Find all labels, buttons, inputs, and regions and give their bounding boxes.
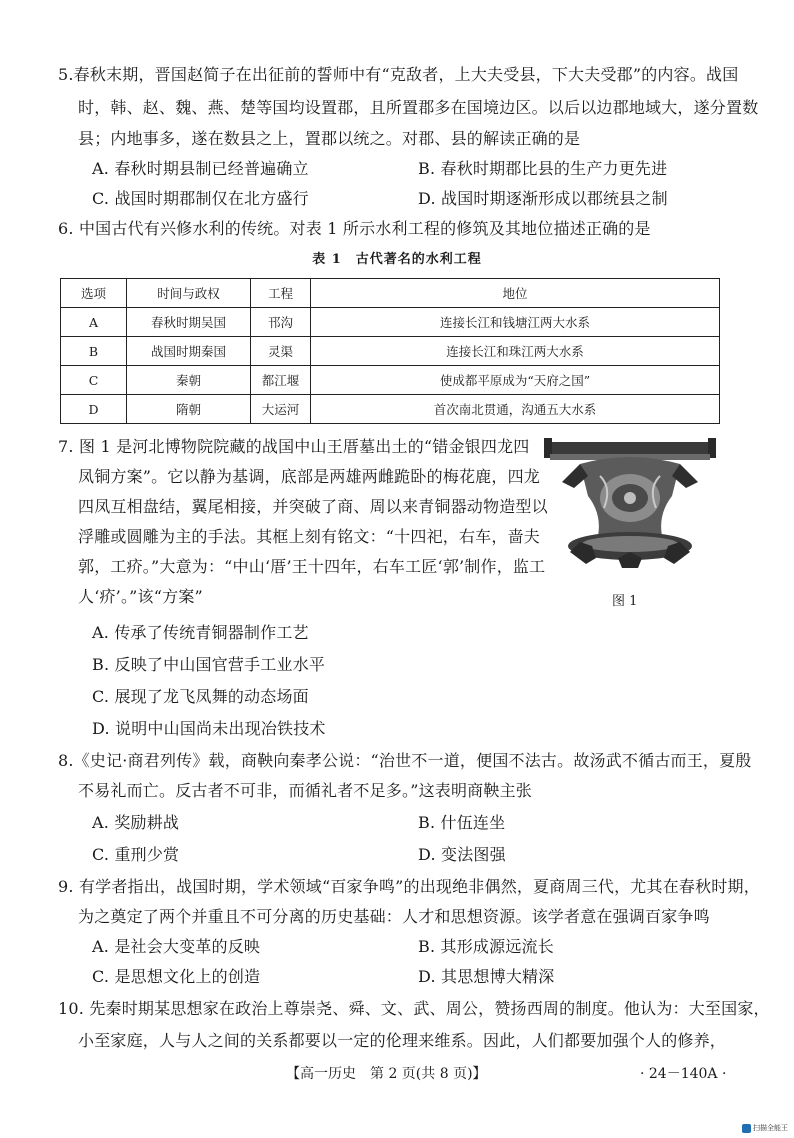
table-row — [61, 337, 720, 366]
table-cell: 隋朝 — [127, 395, 251, 424]
q7-option-c: C. 展现了龙飞凤舞的动态场面 — [92, 687, 309, 706]
q7-stem-line-6: 人‘疥’。”该“方案” — [78, 587, 203, 606]
q8-stem-line-2: 不易礼而亡。反古者不可非，而循礼者不足多。”这表明商鞅主张 — [78, 781, 532, 800]
scanner-logo-icon — [742, 1124, 751, 1133]
q7-option-d: D. 说明中山国尚未出现冶铁技术 — [92, 719, 326, 738]
table-base-top — [582, 536, 678, 552]
table-cell: A — [61, 308, 127, 337]
q5-option-a: A. 春秋时期县制已经普遍确立 — [92, 159, 309, 178]
table-header-cell: 工程 — [251, 279, 311, 308]
table-cell: 灵渠 — [251, 337, 311, 366]
table-cell: D — [61, 395, 127, 424]
q5-stem-line-3: 县；内地事多，遂在数县之上，置郡以统之。对郡、县的解读正确的是 — [78, 129, 581, 148]
table-cell: 首次南北贯通，沟通五大水系 — [311, 395, 720, 424]
q9-stem-line-1: 9. 有学者指出，战国时期，学术领域“百家争鸣”的出现绝非偶然，夏商周三代，尤其在春秋时期， — [58, 877, 760, 896]
scanner-watermark — [742, 1122, 790, 1134]
q9-option-d: D. 其思想博大精深 — [418, 967, 555, 986]
q9-option-b: B. 其形成源远流长 — [418, 937, 554, 956]
table-cell: 秦朝 — [127, 366, 251, 395]
page-footer-title: 【高一历史 第 2 页(共 8 页)】 — [286, 1066, 487, 1082]
table-header-cell: 地位 — [311, 279, 720, 308]
table-cell: 大运河 — [251, 395, 311, 424]
q5-option-d: D. 战国时期逐渐形成以郡统县之制 — [418, 189, 668, 208]
table-header-cell: 选项 — [61, 279, 127, 308]
table-caption: 表 1 古代著名的水利工程 — [312, 252, 482, 267]
q7-stem-line-3: 四凤互相盘结，翼尾相接，并突破了商、周以来青铜器动物造型以 — [78, 497, 548, 516]
q10-stem-line-1: 10. 先秦时期某思想家在政治上尊崇尧、舜、文、武、周公，赞扬西周的制度。他认为：大至国家， — [58, 999, 770, 1018]
table-cell: 都江堰 — [251, 366, 311, 395]
figure-caption: 图 1 — [612, 594, 638, 609]
q7-stem-line-4: 浮雕或圆雕为主的手法。其框上刻有铭文：“十四祀，右车，啬夫 — [78, 527, 540, 546]
q10-stem-line-2: 小至家庭，人与人之间的关系都要以一定的伦理来维系。因此，人们都要加强个人的修养， — [78, 1031, 727, 1050]
table-cell: 春秋时期吴国 — [127, 308, 251, 337]
scanner-watermark-label: 扫描全能王 — [753, 1124, 788, 1132]
table-frame-top — [548, 442, 712, 454]
q5-option-b: B. 春秋时期郡比县的生产力更先进 — [418, 159, 668, 178]
table-row — [61, 395, 720, 424]
q8-stem-line-1: 8.《史记·商君列传》载，商鞅向秦孝公说：“治世不一道，便国不法古。故汤武不循古而王，夏殷 — [58, 751, 752, 770]
table-cell: C — [61, 366, 127, 395]
q5-option-c: C. 战国时期郡制仅在北方盛行 — [92, 189, 309, 208]
q7-stem-line-1: 7. 图 1 是河北博物院院藏的战国中山王厝墓出土的“错金银四龙四 — [58, 437, 530, 456]
q7-option-a: A. 传承了传统青铜器制作工艺 — [92, 623, 309, 642]
table-header-row — [61, 279, 720, 308]
ornament-boss — [624, 492, 636, 504]
bronze-table-figure — [540, 436, 720, 576]
q7-stem-line-5: 郭，工疥。”大意为：“中山‘厝’王十四年，右车工匠‘郭’制作，监工 — [78, 557, 546, 576]
table-cell: B — [61, 337, 127, 366]
q5-stem-line-1: 5.春秋末期，晋国赵简子在出征前的誓师中有“克敌者，上大夫受县，下大夫受郡”的内容。战国 — [58, 65, 739, 84]
table-row — [61, 366, 720, 395]
q9-option-c: C. 是思想文化上的创造 — [92, 967, 261, 986]
table-cell: 邗沟 — [251, 308, 311, 337]
table-header-cell: 时间与政权 — [127, 279, 251, 308]
q8-option-d: D. 变法图强 — [418, 845, 506, 864]
water-projects-table — [60, 278, 720, 424]
page-footer-code: · 24－140A · — [640, 1066, 727, 1082]
table-row — [61, 308, 720, 337]
q8-option-b: B. 什伍连坐 — [418, 813, 506, 832]
q8-option-c: C. 重刑少赏 — [92, 845, 180, 864]
q6-stem: 6. 中国古代有兴修水利的传统。对表 1 所示水利工程的修筑及其地位描述正确的是 — [58, 219, 651, 238]
table-cell: 连接长江和珠江两大水系 — [311, 337, 720, 366]
q7-option-b: B. 反映了中山国官营手工业水平 — [92, 655, 326, 674]
q9-option-a: A. 是社会大变革的反映 — [92, 937, 261, 956]
q7-stem-line-2: 凤铜方案”。它以静为基调，底部是两雄两雌跪卧的梅花鹿，四龙 — [78, 467, 540, 486]
table-cell: 连接长江和钱塘江两大水系 — [311, 308, 720, 337]
table-cell: 战国时期秦国 — [127, 337, 251, 366]
q8-option-a: A. 奖励耕战 — [92, 813, 180, 832]
q9-stem-line-2: 为之奠定了两个并重且不可分离的历史基础：人才和思想资源。该学者意在强调百家争鸣 — [78, 907, 710, 926]
q5-stem-line-2: 时，韩、赵、魏、燕、楚等国均设置郡，且所置郡多在国境边区。以后以边郡地域大，遂分置数 — [78, 98, 759, 117]
table-cell: 使成都平原成为“天府之国” — [311, 366, 720, 395]
